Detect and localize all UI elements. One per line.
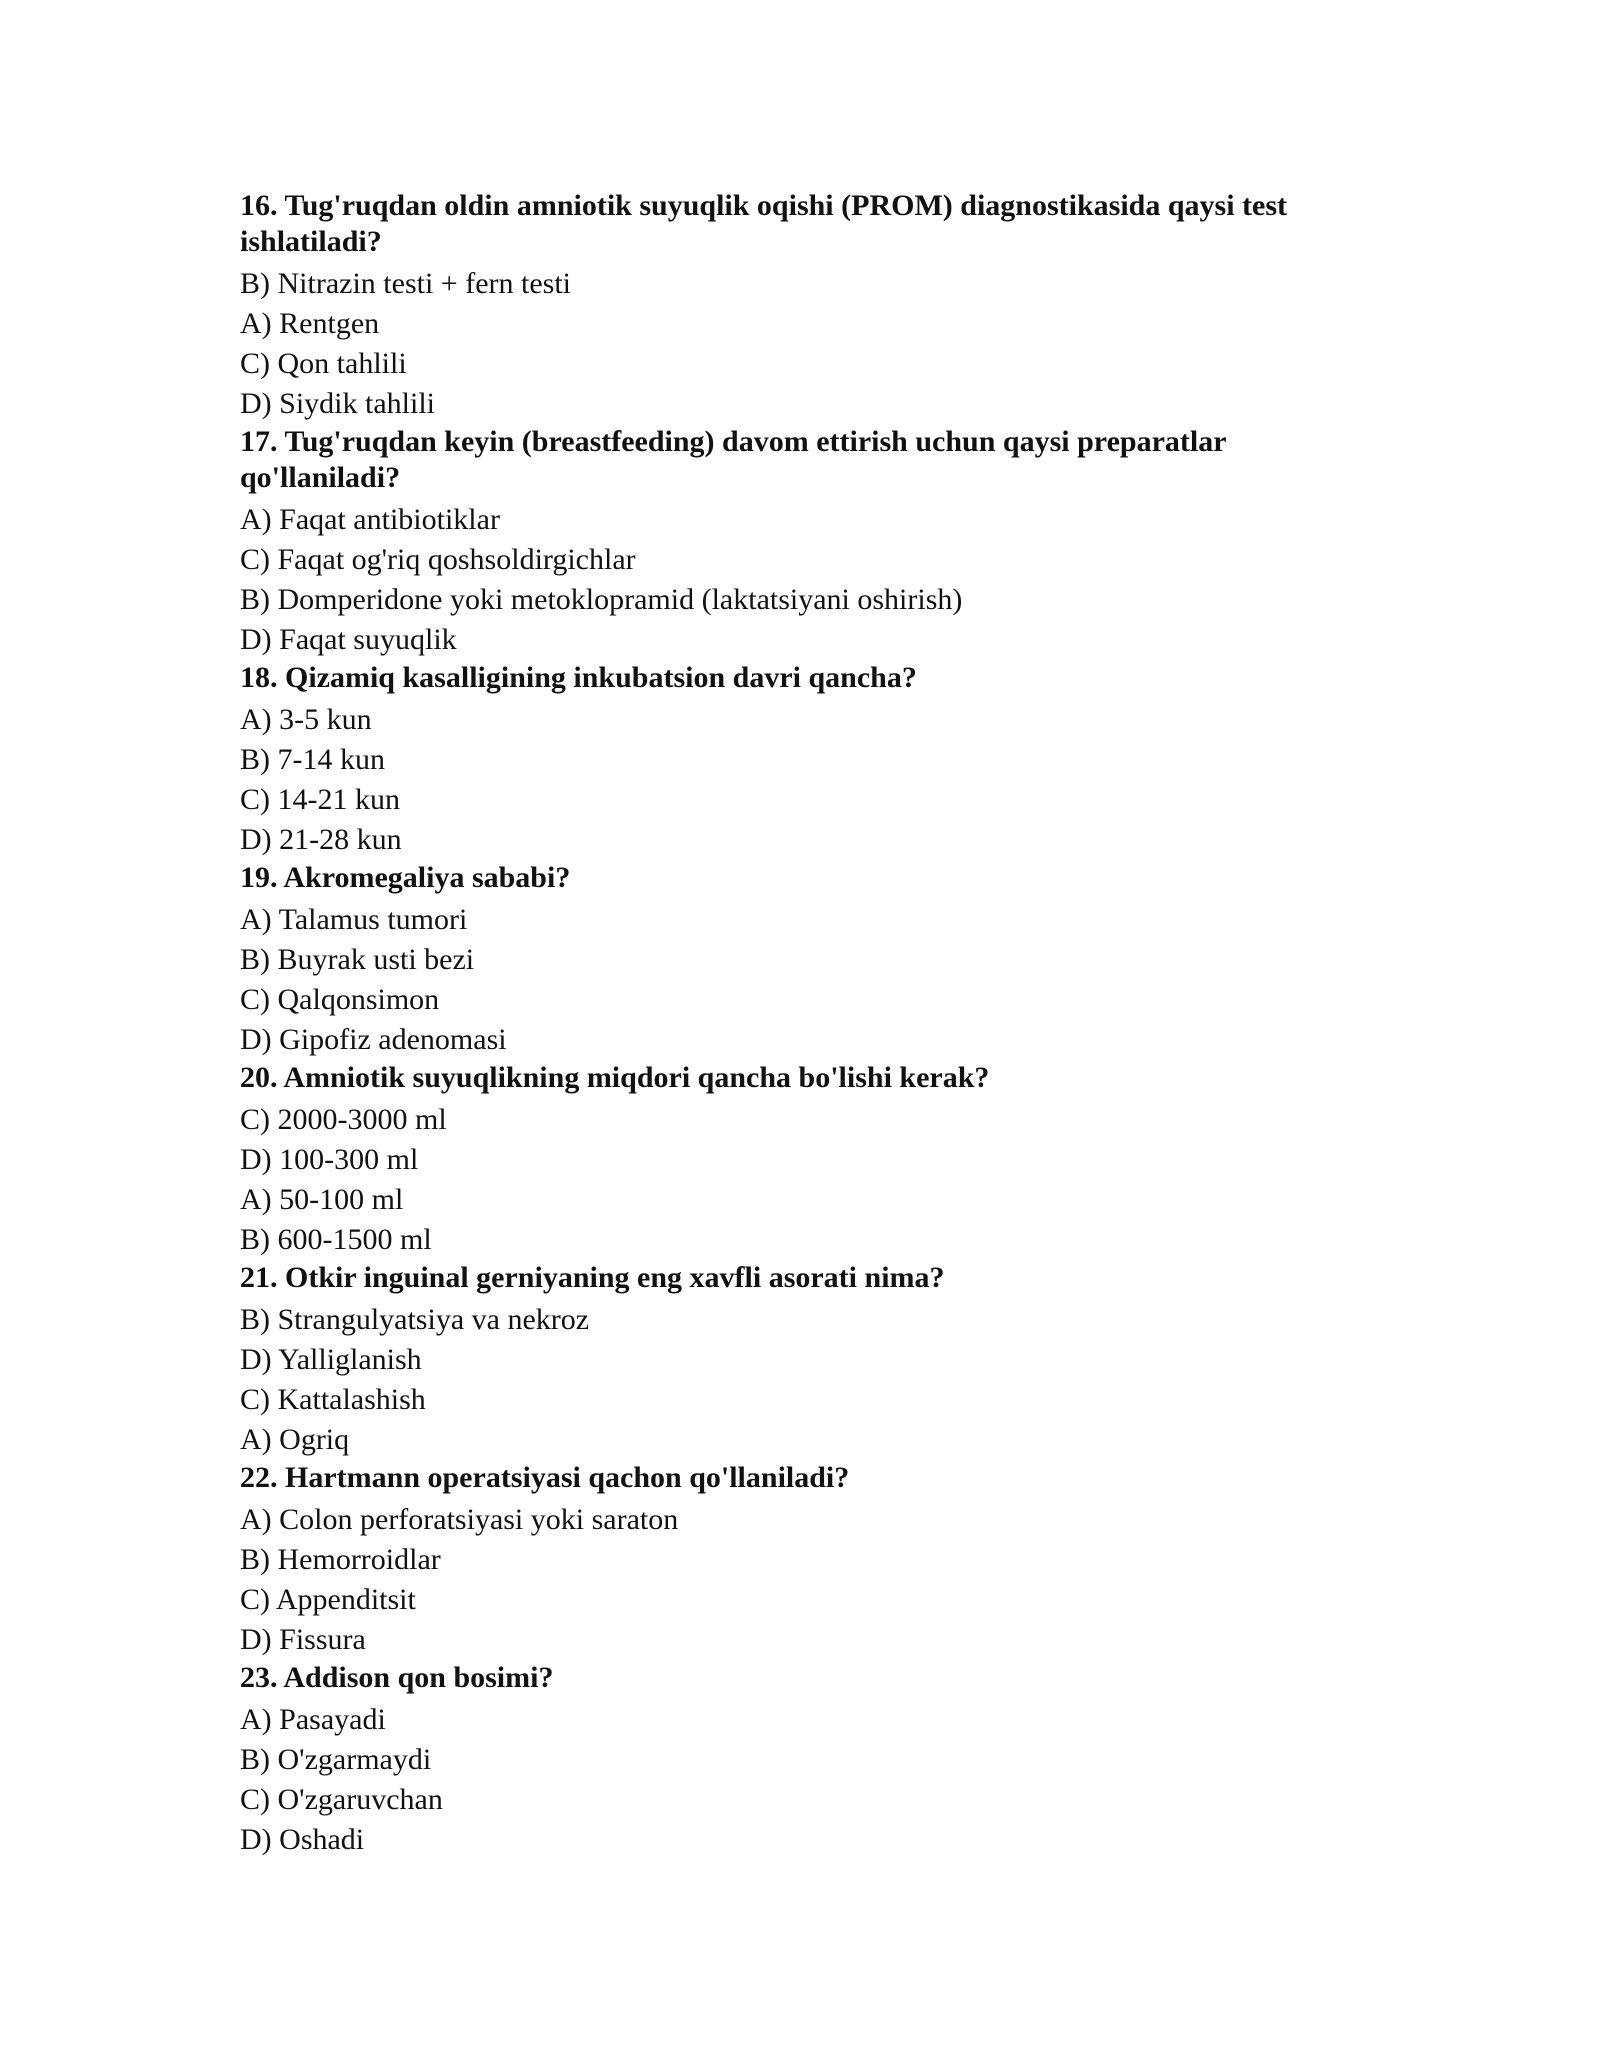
question-16 bbox=[240, 188, 1380, 424]
answer-option: D) Siydik tahlili bbox=[240, 387, 435, 420]
answer-option: A) Rentgen bbox=[240, 307, 380, 340]
answer-option: D) Oshadi bbox=[240, 1823, 365, 1856]
answer-option: C) Kattalashish bbox=[240, 1383, 426, 1416]
answer-option: B) Hemorroidlar bbox=[240, 1543, 441, 1576]
question-title: 20. Amniotik suyuqlikning miqdori qancha bo'lishi kerak? bbox=[240, 1061, 990, 1094]
question-17 bbox=[240, 424, 1380, 660]
answer-option: A) Ogriq bbox=[240, 1423, 350, 1456]
question-23 bbox=[240, 1660, 1380, 1860]
question-title: 23. Addison qon bosimi? bbox=[240, 1661, 554, 1694]
question-21 bbox=[240, 1260, 1380, 1460]
answer-option: D) 100-300 ml bbox=[240, 1143, 419, 1176]
answer-option: A) Pasayadi bbox=[240, 1703, 386, 1736]
answer-option: B) Domperidone yoki metoklopramid (laktatsiyani oshirish) bbox=[240, 583, 963, 616]
answer-option: C) O'zgaruvchan bbox=[240, 1783, 443, 1816]
answer-option: C) 2000-3000 ml bbox=[240, 1103, 447, 1136]
document-page bbox=[240, 188, 1380, 1860]
question-title: 21. Otkir inguinal gerniyaning eng xavfli asorati nima? bbox=[240, 1261, 945, 1294]
answer-option: A) Faqat antibiotiklar bbox=[240, 503, 500, 536]
answer-option: D) Yalliglanish bbox=[240, 1343, 422, 1376]
answer-option: C) Qon tahlili bbox=[240, 347, 407, 380]
answer-option: B) Nitrazin testi + fern testi bbox=[240, 267, 571, 300]
answer-option: C) Faqat og'riq qoshsoldirgichlar bbox=[240, 543, 636, 576]
answer-option: B) O'zgarmaydi bbox=[240, 1743, 432, 1776]
answer-option: D) Fissura bbox=[240, 1623, 366, 1656]
answer-option: C) 14-21 kun bbox=[240, 783, 400, 816]
answer-option: D) Faqat suyuqlik bbox=[240, 623, 457, 656]
answer-option: A) 3-5 kun bbox=[240, 703, 372, 736]
answer-option: A) 50-100 ml bbox=[240, 1183, 404, 1216]
answer-option: C) Qalqonsimon bbox=[240, 983, 440, 1016]
answer-option: C) Appenditsit bbox=[240, 1583, 416, 1616]
answer-option: B) Buyrak usti bezi bbox=[240, 943, 475, 976]
answer-option: D) 21-28 kun bbox=[240, 823, 402, 856]
answer-option: A) Colon perforatsiyasi yoki saraton bbox=[240, 1503, 679, 1536]
question-20 bbox=[240, 1060, 1380, 1260]
answer-option: B) Strangulyatsiya va nekroz bbox=[240, 1303, 590, 1336]
question-22 bbox=[240, 1460, 1380, 1660]
question-title: 22. Hartmann operatsiyasi qachon qo'llaniladi? bbox=[240, 1461, 850, 1494]
question-title: 19. Akromegaliya sababi? bbox=[240, 861, 571, 894]
answer-option: D) Gipofiz adenomasi bbox=[240, 1023, 507, 1056]
question-title: 16. Tug'ruqdan oldin amniotik suyuqlik oqishi (PROM) diagnostikasida qaysi test ishlatiladi? bbox=[240, 189, 1288, 258]
answer-option: B) 600-1500 ml bbox=[240, 1223, 432, 1256]
question-19 bbox=[240, 860, 1380, 1060]
question-18 bbox=[240, 660, 1380, 860]
question-title: 17. Tug'ruqdan keyin (breastfeeding) davom ettirish uchun qaysi preparatlar qo'llaniladi? bbox=[240, 425, 1226, 494]
question-title: 18. Qizamiq kasalligining inkubatsion davri qancha? bbox=[240, 661, 917, 694]
answer-option: B) 7-14 kun bbox=[240, 743, 385, 776]
answer-option: A) Talamus tumori bbox=[240, 903, 468, 936]
